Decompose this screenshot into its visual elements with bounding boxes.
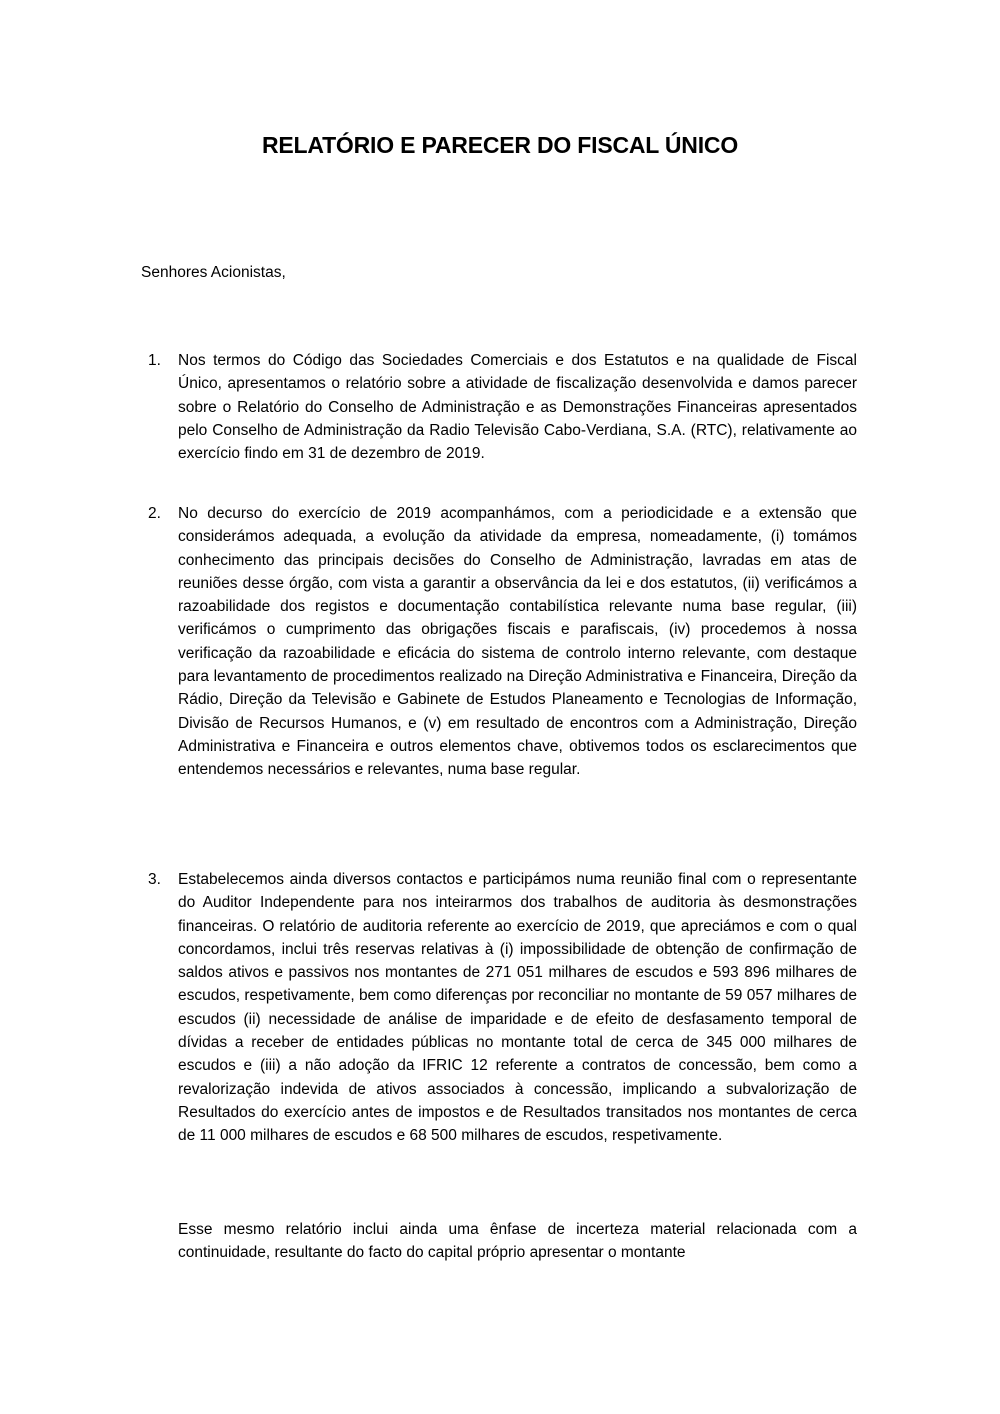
paragraph-text: No decurso do exercício de 2019 acompanhámos, com a periodicidade e a extensão que considerámos adequada, a evolução da atividade da empresa, nomeadamente, (i) tomámos conhecimento das principais decisões do Conselho de Administração, lavradas em atas de reuniões desse órgão, com vista a garantir a observância da lei e dos estatutos, (ii) verificámos a razoabilidade dos registos e documentação contabilística relevante numa base regular, (iii) verificámos o cumprimento das obrigações fiscais e parafiscais, (iv) procedemos à nossa verificação da razoabilidade e eficácia do sistema de controlo interno relevante, com destaque para levantamento de procedimentos realizado na Direção Administrativa e Financeira, Direção da Rádio, Direção da Televisão e Gabinete de Estudos Planeamento e Tecnologias de Informação, Divisão de Recursos Humanos, e (v) em resultado de encontros com a Administração, Direção Administrativa e Financeira e outros elementos chave, obtivemos todos os esclarecimentos que entendemos necessários e relevantes, numa base regular. [178,505,857,779]
salutation: Senhores Acionistas, [141,264,286,281]
closing-paragraph: Esse mesmo relatório inclui ainda uma ênfase de incerteza material relacionada com a continuidade, resultante do facto do capital próprio apresentar o montante [178,1221,857,1262]
paragraph-text: Nos termos do Código das Sociedades Comerciais e dos Estatutos e na qualidade de Fiscal Único, apresentamos o relatório sobre a atividade de fiscalização desenvolvida e damos parecer sobre o Relatório do Conselho de Administração e as Demonstrações Financeiras apresentados pelo Conselho de Administração da Radio Televisão Cabo-Verdiana, S.A. (RTC), relativamente ao exercício findo em 31 de dezembro de 2019. [178,352,857,463]
numbered-paragraph-1 [148,349,857,465]
paragraph-number: 1. [148,352,161,369]
paragraph-number: 3. [148,871,161,888]
paragraph-text: Estabelecemos ainda diversos contactos e participámos numa reunião final com o representante do Auditor Independente para nos inteirarmos dos trabalhos de auditoria às desmonstrações financeiras. O relatório de auditoria referente ao exercício de 2019, que apreciámos e com o qual concordamos, inclui três reservas relativas à (i) impossibilidade de obtenção de confirmação de saldos ativos e passivos nos montantes de 271 051 milhares de escudos e 593 896 milhares de escudos, respetivamente, bem como diferenças por reconciliar no montante de 59 057 milhares de escudos (ii) necessidade de análise de imparidade e de efeito de desfasamento temporal de dívidas a receber de entidades públicas no montante total de cerca de 345 000 milhares de escudos e (iii) a não adoção da IFRIC 12 referente a contratos de concessão, bem como a revalorização indevida de ativos associados à concessão, implicando a subvalorização de Resultados do exercício antes de impostos e de Resultados transitados nos montantes de cerca de 11 000 milhares de escudos e 68 500 milhares de escudos, respetivamente. [178,871,857,1145]
page-title: RELATÓRIO E PARECER DO FISCAL ÚNICO [261,132,739,158]
numbered-paragraph-3 [148,868,857,1148]
paragraph-number: 2. [148,505,161,522]
numbered-paragraph-2 [148,502,857,782]
